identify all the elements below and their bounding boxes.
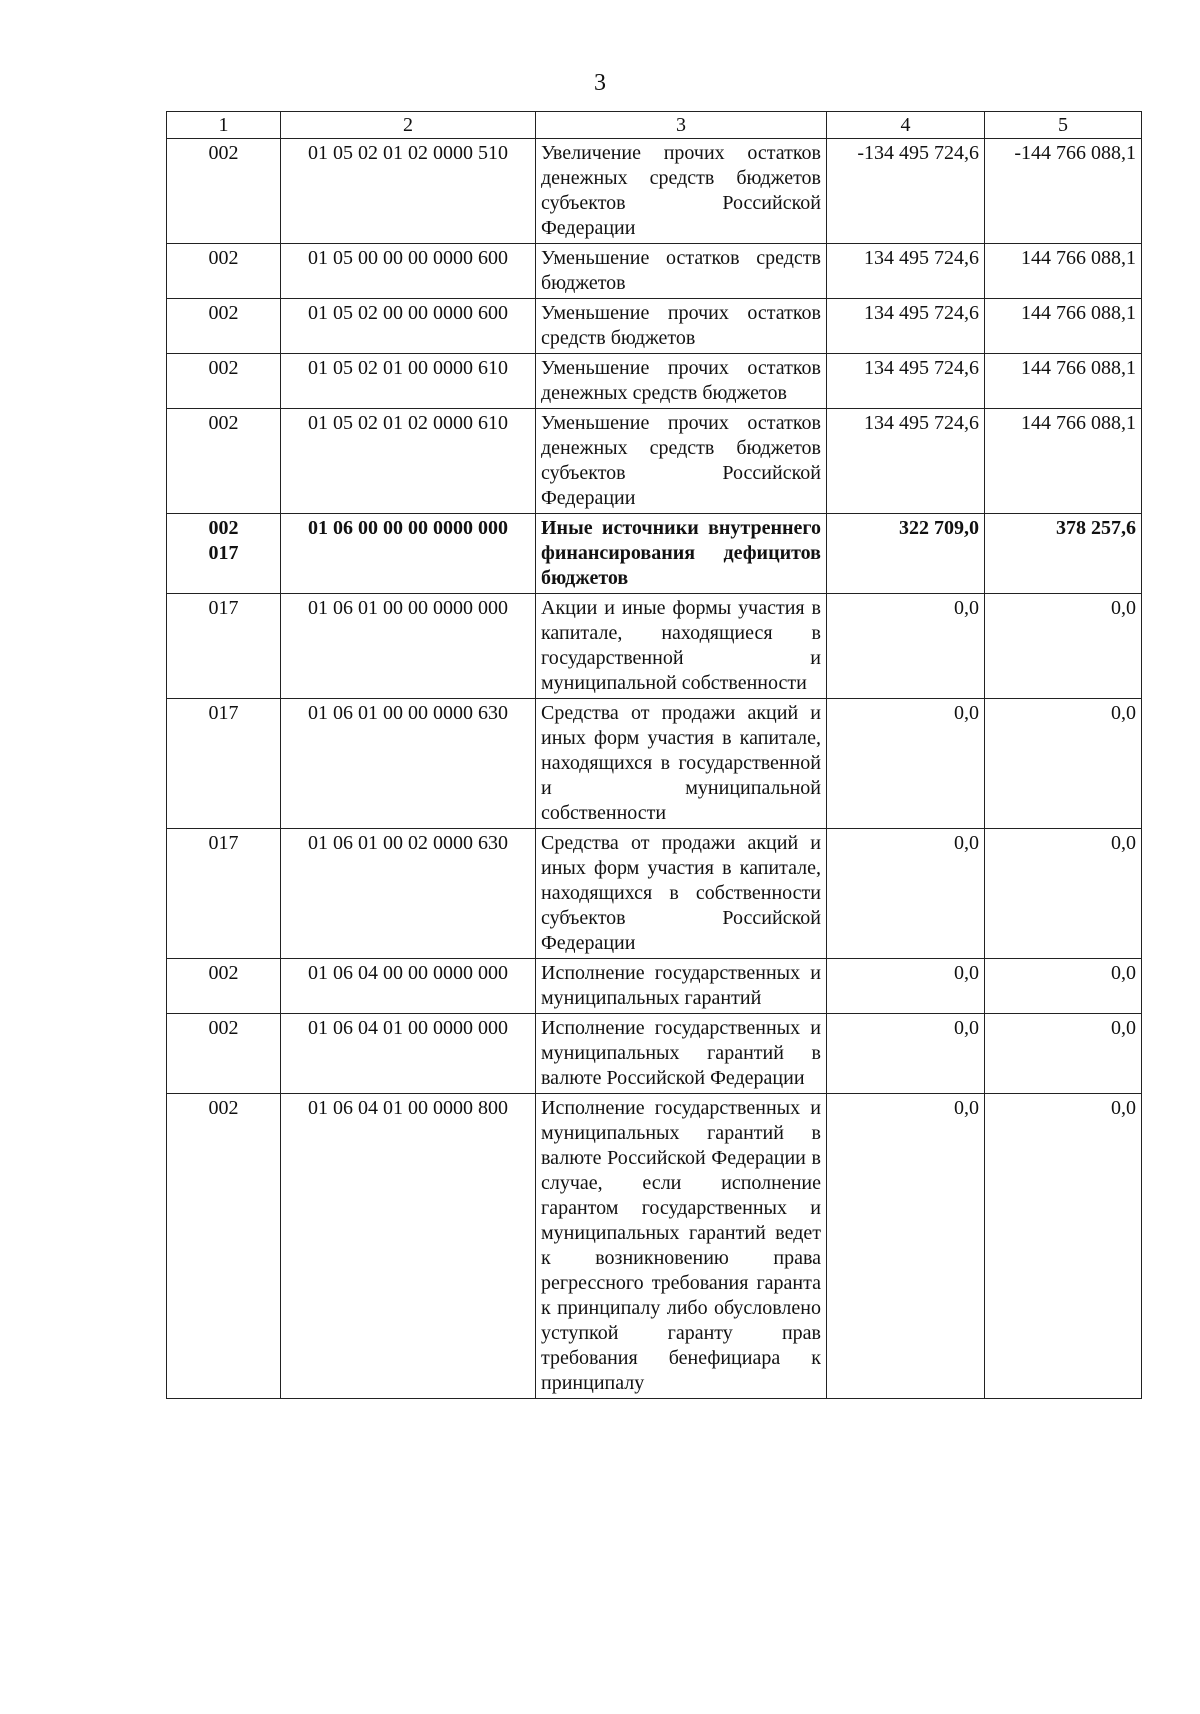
admin-code-cell: 017	[167, 699, 281, 829]
admin-code-cell: 002	[167, 1094, 281, 1399]
amount-year2-cell: 0,0	[985, 959, 1142, 1014]
table-row	[167, 829, 1142, 959]
table-row	[167, 699, 1142, 829]
column-header: 5	[985, 112, 1142, 139]
amount-year2-cell: 0,0	[985, 1094, 1142, 1399]
amount-year1-cell: 0,0	[827, 959, 985, 1014]
budget-code-cell: 01 06 01 00 00 0000 630	[281, 699, 536, 829]
amount-year2-cell: 0,0	[985, 699, 1142, 829]
amount-year1-cell: 134 495 724,6	[827, 354, 985, 409]
budget-code-cell: 01 05 02 01 02 0000 510	[281, 139, 536, 244]
table-row	[167, 1014, 1142, 1094]
amount-year1-cell: 134 495 724,6	[827, 299, 985, 354]
description-cell: Увеличение прочих остатков денежных средств бюджетов субъектов Российской Федерации	[536, 139, 827, 244]
admin-code-cell: 002	[167, 139, 281, 244]
table-row	[167, 299, 1142, 354]
description-cell: Уменьшение остатков средств бюджетов	[536, 244, 827, 299]
column-header: 1	[167, 112, 281, 139]
table-row	[167, 244, 1142, 299]
table-body	[167, 112, 1142, 1399]
table-row	[167, 354, 1142, 409]
amount-year1-cell: 0,0	[827, 829, 985, 959]
budget-code-cell: 01 06 04 00 00 0000 000	[281, 959, 536, 1014]
budget-sources-table	[166, 111, 1142, 1399]
amount-year2-cell: 144 766 088,1	[985, 299, 1142, 354]
description-cell: Исполнение государственных и муниципальных гарантий в валюте Российской Федерации	[536, 1014, 827, 1094]
amount-year1-cell: 322 709,0	[827, 514, 985, 594]
budget-code-cell: 01 05 02 00 00 0000 600	[281, 299, 536, 354]
amount-year2-cell: 0,0	[985, 594, 1142, 699]
description-cell: Акции и иные формы участия в капитале, находящиеся в государственной и муниципальной собственности	[536, 594, 827, 699]
admin-code-cell: 002	[167, 244, 281, 299]
admin-code-cell: 002 017	[167, 514, 281, 594]
table-row	[167, 514, 1142, 594]
table-row	[167, 959, 1142, 1014]
table-row	[167, 594, 1142, 699]
admin-code-cell: 002	[167, 959, 281, 1014]
budget-code-cell: 01 06 01 00 02 0000 630	[281, 829, 536, 959]
amount-year2-cell: 0,0	[985, 1014, 1142, 1094]
amount-year2-cell: 144 766 088,1	[985, 409, 1142, 514]
table-row	[167, 1094, 1142, 1399]
description-cell: Иные источники внутреннего финансирования дефицитов бюджетов	[536, 514, 827, 594]
amount-year1-cell: 134 495 724,6	[827, 409, 985, 514]
description-cell: Уменьшение прочих остатков денежных средств бюджетов субъектов Российской Федерации	[536, 409, 827, 514]
amount-year1-cell: 0,0	[827, 699, 985, 829]
amount-year1-cell: 0,0	[827, 1094, 985, 1399]
column-header: 3	[536, 112, 827, 139]
description-cell: Исполнение государственных и муниципальных гарантий	[536, 959, 827, 1014]
description-cell: Исполнение государственных и муниципальных гарантий в валюте Российской Федерации в случае, если исполнение гарантом государственных и муниципальных гарантий ведет к возникновению права регрессного требования гаранта к принципалу либо обусловлено уступкой гаранту прав требования бенефициара к принципалу	[536, 1094, 827, 1399]
budget-code-cell: 01 06 00 00 00 0000 000	[281, 514, 536, 594]
budget-code-cell: 01 05 02 01 00 0000 610	[281, 354, 536, 409]
admin-code-cell: 002	[167, 1014, 281, 1094]
admin-code-cell: 002	[167, 409, 281, 514]
amount-year2-cell: 144 766 088,1	[985, 354, 1142, 409]
admin-code-cell: 002	[167, 299, 281, 354]
amount-year2-cell: 0,0	[985, 829, 1142, 959]
page-number: 3	[594, 70, 606, 96]
amount-year2-cell: -144 766 088,1	[985, 139, 1142, 244]
table-header-row	[167, 112, 1142, 139]
amount-year1-cell: 0,0	[827, 594, 985, 699]
amount-year2-cell: 144 766 088,1	[985, 244, 1142, 299]
column-header: 2	[281, 112, 536, 139]
description-cell: Средства от продажи акций и иных форм участия в капитале, находящихся в собственности субъектов Российской Федерации	[536, 829, 827, 959]
table-row	[167, 139, 1142, 244]
amount-year1-cell: 134 495 724,6	[827, 244, 985, 299]
table-row	[167, 409, 1142, 514]
amount-year2-cell: 378 257,6	[985, 514, 1142, 594]
budget-code-cell: 01 05 02 01 02 0000 610	[281, 409, 536, 514]
amount-year1-cell: 0,0	[827, 1014, 985, 1094]
admin-code-cell: 017	[167, 594, 281, 699]
admin-code-cell: 017	[167, 829, 281, 959]
budget-code-cell: 01 06 01 00 00 0000 000	[281, 594, 536, 699]
budget-code-cell: 01 06 04 01 00 0000 800	[281, 1094, 536, 1399]
description-cell: Средства от продажи акций и иных форм участия в капитале, находящихся в государственной и муниципальной собственности	[536, 699, 827, 829]
budget-code-cell: 01 05 00 00 00 0000 600	[281, 244, 536, 299]
admin-code-cell: 002	[167, 354, 281, 409]
amount-year1-cell: -134 495 724,6	[827, 139, 985, 244]
description-cell: Уменьшение прочих остатков денежных средств бюджетов	[536, 354, 827, 409]
description-cell: Уменьшение прочих остатков средств бюджетов	[536, 299, 827, 354]
column-header: 4	[827, 112, 985, 139]
budget-code-cell: 01 06 04 01 00 0000 000	[281, 1014, 536, 1094]
